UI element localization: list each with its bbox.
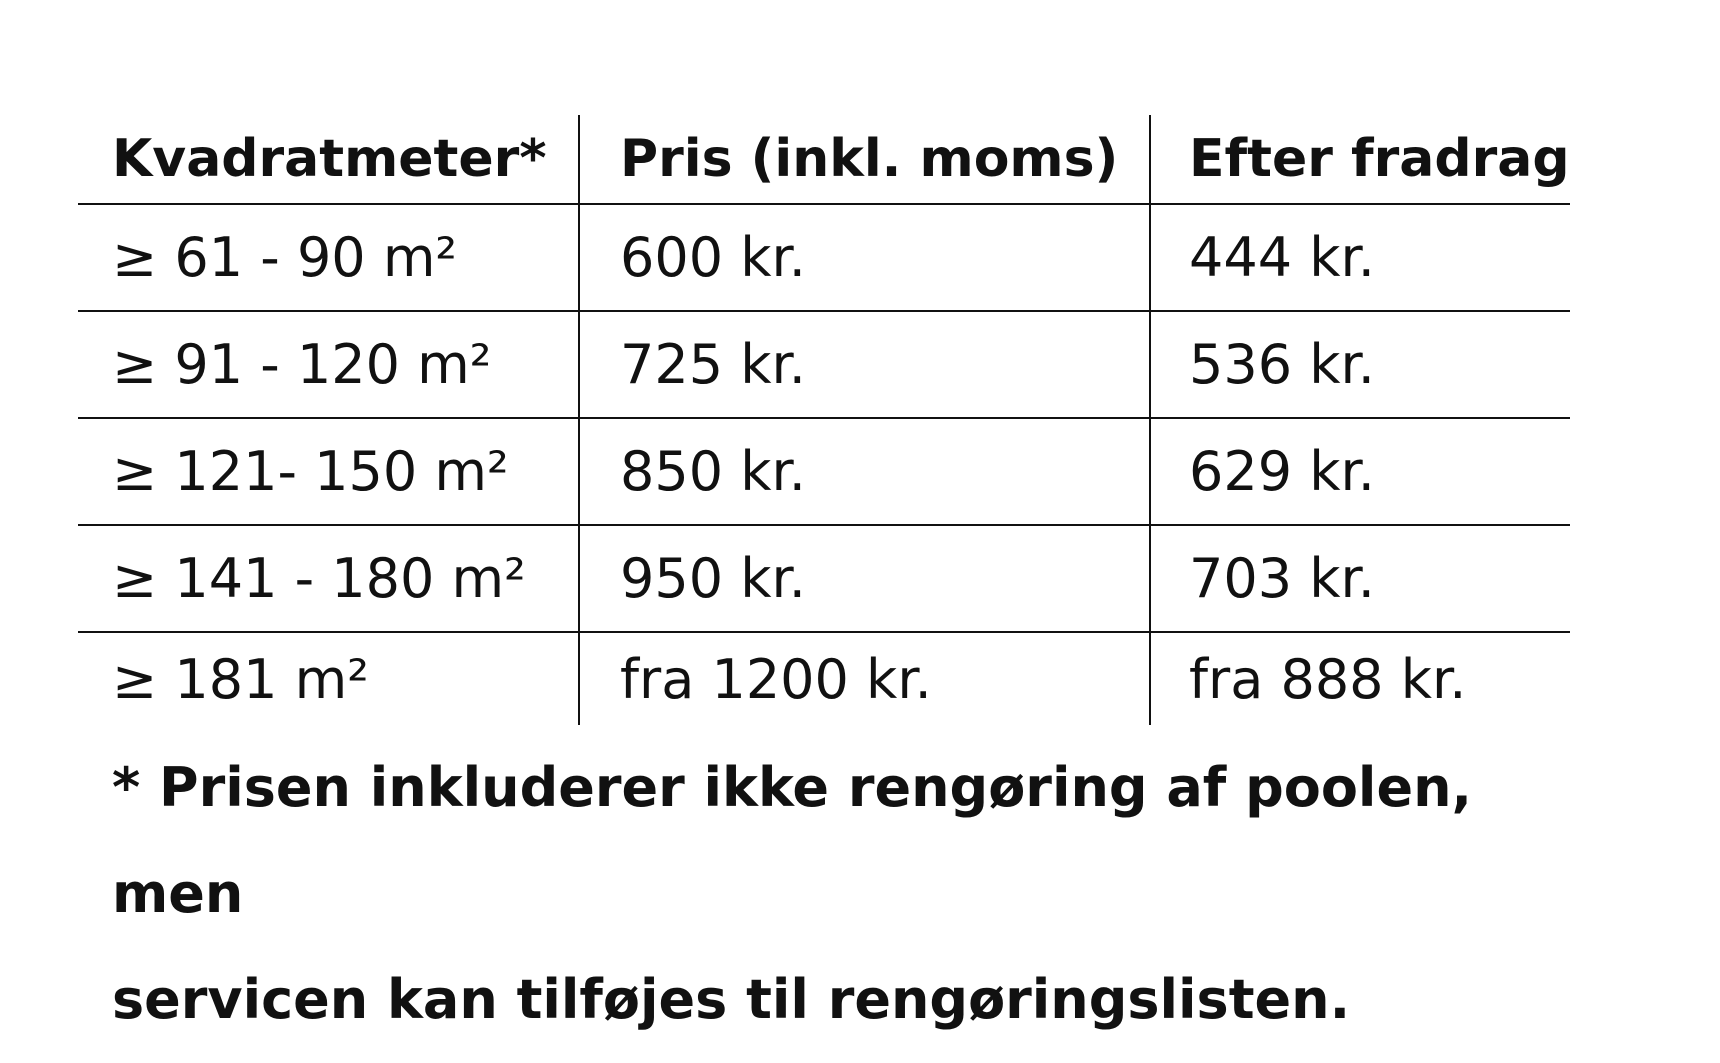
footnote-line-1: * Prisen inkluderer ikke rengøring af poolen, men: [112, 756, 1473, 925]
cell-area: ≥ 91 - 120 m²: [78, 311, 579, 418]
cell-after-deduction: 703 kr.: [1150, 525, 1570, 632]
header-efter-fradrag: Efter fradrag: [1150, 115, 1570, 204]
header-pris: Pris (inkl. moms): [579, 115, 1150, 204]
cell-price: 950 kr.: [579, 525, 1150, 632]
table-row: [78, 418, 1570, 525]
table-row: [78, 632, 1570, 725]
cell-price: 725 kr.: [579, 311, 1150, 418]
cell-area: ≥ 61 - 90 m²: [78, 204, 579, 311]
cell-area: ≥ 141 - 180 m²: [78, 525, 579, 632]
table-header-row: [78, 115, 1570, 204]
cell-after-deduction: 629 kr.: [1150, 418, 1570, 525]
cell-price: 850 kr.: [579, 418, 1150, 525]
footnote-line-2: servicen kan tilføjes til rengøringslisten.: [112, 968, 1351, 1031]
cell-after-deduction: 444 kr.: [1150, 204, 1570, 311]
header-kvadratmeter: Kvadratmeter*: [78, 115, 579, 204]
table-row: [78, 525, 1570, 632]
price-table: [78, 115, 1570, 725]
cell-after-deduction: fra 888 kr.: [1150, 632, 1570, 725]
cell-price: 600 kr.: [579, 204, 1150, 311]
cell-price: fra 1200 kr.: [579, 632, 1150, 725]
table-row: [78, 204, 1570, 311]
footnote: [112, 735, 1612, 1053]
table-row: [78, 311, 1570, 418]
cell-after-deduction: 536 kr.: [1150, 311, 1570, 418]
cell-area: ≥ 121- 150 m²: [78, 418, 579, 525]
cell-area: ≥ 181 m²: [112, 647, 369, 711]
